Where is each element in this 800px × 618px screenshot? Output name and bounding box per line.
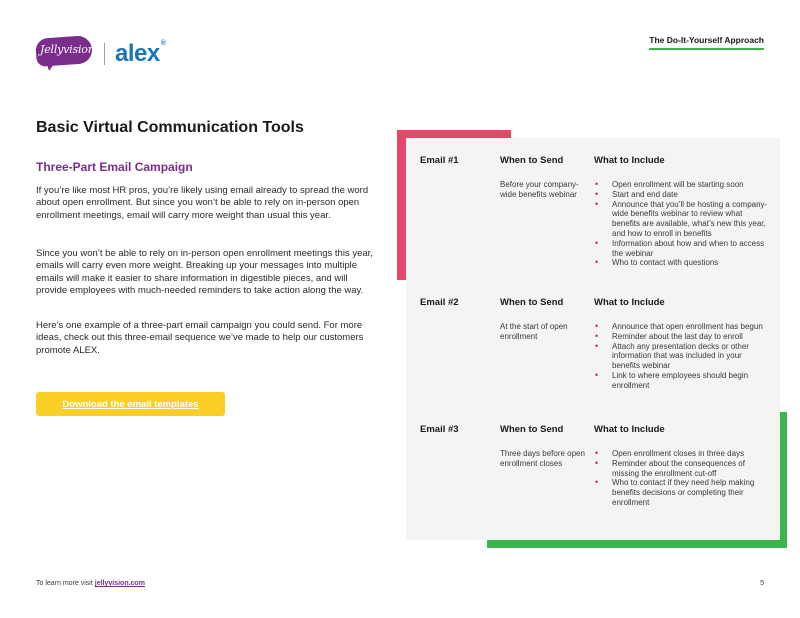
logo-group [36,34,165,74]
list-item: • Announce that open enrollment has begun [594,322,770,332]
list-item: • Open enrollment closes in three days [594,449,770,459]
page-number: 5 [760,580,764,587]
list-item: • Start and end date [594,190,770,200]
include-list [594,322,770,391]
when-header: When to Send [500,424,564,435]
download-templates-button[interactable]: Download the email templates [36,392,225,416]
list-item: • Who to contact with questions [594,258,770,268]
email-label: Email #3 [420,424,459,435]
section-title: Three-Part Email Campaign [36,160,193,174]
intro-paragraph: If you’re like most HR pros, you’re likely using email already to spread the word about open enrollment. But since you won’t be able to rely on in-person open enrollment meetings, email will carry more weight than usual this year. [36,185,369,221]
when-value: Three days before open enrollment closes [500,449,585,468]
list-item: • Open enrollment will be starting soon [594,180,770,190]
list-item: • Information about how and when to access the webinar [594,239,770,259]
list-item: • Attach any presentation decks or other information that was included in your benefits webinar [594,342,770,371]
when-value: Before your company-wide benefits webinar [500,180,579,199]
jellyvision-link[interactable]: jellyvision.com [94,580,145,587]
include-list [594,449,770,508]
email-label: Email #2 [420,297,459,308]
logo-divider [104,43,105,65]
list-item: • Link to where employees should begin enrollment [594,371,770,391]
example-paragraph: Here’s one example of a three-part email campaign you could send. For more ideas, check out this three-email sequence we’ve made to help our customers promote ALEX. [36,320,364,356]
what-header: What to Include [594,155,665,166]
alex-wordmark: alex [115,40,160,67]
jellyvision-wordmark: Jellyvision [40,43,95,56]
jellyvision-logo [36,37,95,71]
when-value: At the start of open enrollment [500,322,568,341]
list-item: • Who to contact if they need help making benefits decisions or completing their enrollment [594,478,770,507]
footer-note [36,580,145,587]
what-header: What to Include [594,297,665,308]
when-header: When to Send [500,155,564,166]
what-header: What to Include [594,424,665,435]
email-campaign-table [406,138,780,540]
speech-bubble-tail [43,58,57,72]
list-item: • Reminder about the last day to enroll [594,332,770,342]
list-item: • Reminder about the consequences of missing the enrollment cut-off [594,459,770,479]
when-header: When to Send [500,297,564,308]
registered-mark: ® [160,40,166,47]
include-list [594,180,770,268]
list-item: • Announce that you’ll be hosting a company-wide benefits webinar to review what benefits are available, what’s new this year, and how to enroll in benefits [594,200,770,239]
email-label: Email #1 [420,155,459,166]
section-tag: The Do-It-Yourself Approach [649,35,764,50]
alex-logo [115,40,165,68]
page-title: Basic Virtual Communication Tools [36,119,304,136]
footer-text: To learn more visit [36,580,95,587]
weight-paragraph: Since you won’t be able to rely on in-person open enrollment meetings this year, emails will carry even more weight. Breaking up your messages into multiple emails will make it easier to share information in digestible pieces, and will provide employees with much-needed reminders to take action along the way. [36,248,373,296]
